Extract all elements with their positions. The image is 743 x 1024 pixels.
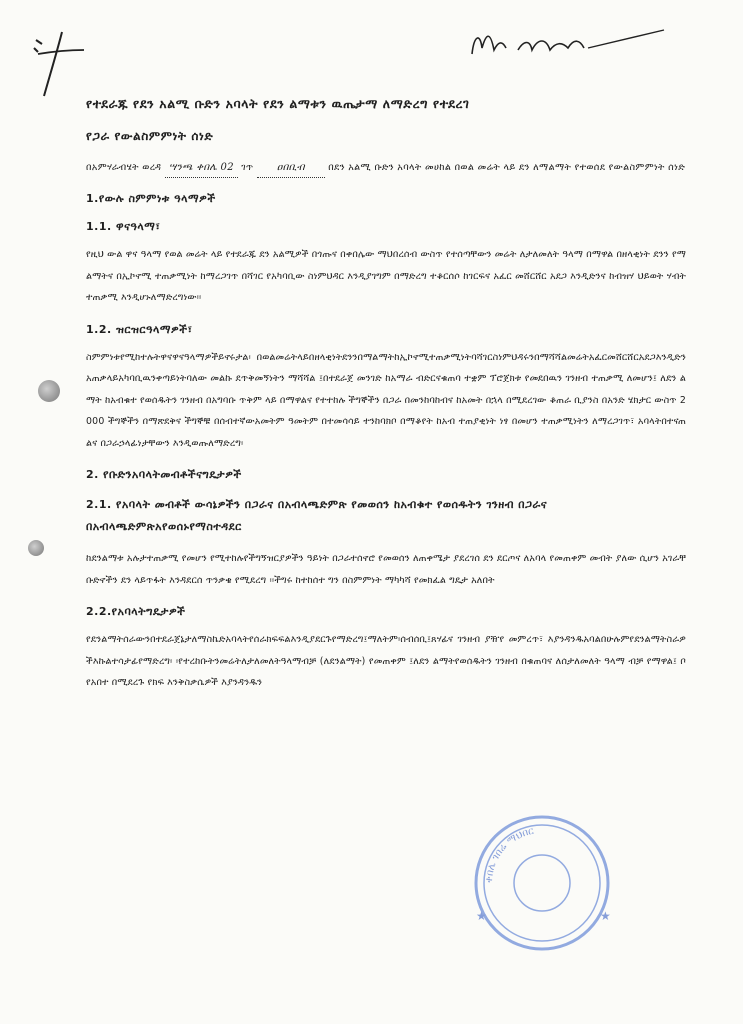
- handwritten-note: [468, 24, 668, 58]
- section1-1-heading: 1.1. ዋናዓላማ፣: [86, 220, 161, 233]
- punch-hole-top: [38, 380, 60, 402]
- section2-1-text: ከደንልማቱ አሉታተጠቃሚ የመሆን የሚተከሉየችግኝዝርያዎችን ዓይነት በጋራተሰኖሮ የመወሰን ለጠቀሜታ ያደረገሰ ደን ደርጦና ለአባላ የመጠቀም መብት ያለው ሲሆን አገራቸ ቡድኖችን ደን ላይጥፋት እንዳደርሰ ጥንቃቄ የሚደረግ ፡፡ችግሩ ከተከሰተ ግን በስምምነት ማካካሻ የመክፈል ግዴታ አለበት: [86, 553, 686, 586]
- woreda-fill: ሣንጫ ቀበሌ 02: [165, 158, 238, 178]
- section2-heading: 2. የቡድንአባላትመብቶችናግዴታዎች: [86, 468, 242, 481]
- intro-part3: በደን አልሚ ቡድን አባላት መሀከል በወል መሬት ላይ ደን ለማልማት የተወሰደ የውልስምምነት ሰነድ: [328, 162, 686, 173]
- section1-heading: 1.የውሉ ስምምነቱ ዓላማዎች: [86, 192, 216, 205]
- section1-1-text: የዚህ ውል ዋና ዓላማ የወል መሬት ላይ የተደራጁ ደን አልሚዎች በጎጡና በቀበሌው ማህበረሰብ ውስጥ የተሰጣቸውን መሬት ለታለመለት ዓላማ በማዋል በዘላቂነት ደንን የማልማትና በኢኮኖሚ ተጠቃሚነት ከማረጋገጥ በሻገር የአካባቢው ስነምህዳር እንዲያገግም በማድረግ ተቆርሰሶ ከገርፍና አፈር መሸርሸር አደጋ እንዲድንና ከብዝሃ ህይወት ሃብት ተጠቃሚ እንዲሆኑለማድረግነው፡፡: [86, 249, 686, 303]
- document-content: [86, 95, 686, 694]
- svg-text:★: ★: [600, 909, 611, 923]
- section2-2-heading: 2.2.የአባላትግዴታዎች: [86, 605, 186, 618]
- section1-2-text: ስምምነቱየሚከተሉትዋናዋናዓላማዎችይኖሩታል፡ በወልመሬትላይበዘላቂነትደንንበማልማትከኢኮኖሚተጠቃሚነትባሻገርስነምህዳሩንበማሻሻልመሬትአፈርመሸርሸርአደጋእንዲድንአጠቃላይአካባቢዉንቀጣይነትባለው መልኩ ደጥቅመኝነትን ማሻሻል ፤በተደራጀ መንገድ ከአማራ ብድርናቁጠባ ተቋም ፕሮጀክቱ የመደበዉን ገንዘብ ተጠቃሚ ለመሆን፤ ለደን ልማት ከአብቁተ የወሰዱትን ገንዘብ በአግባቡ ጥቅም ላይ በማዋልና የተተከሉ ችግኞችን በጋራ በመንከባከብና ከአመት በኋላ በሚደረገው ቆጠራ ቢያንስ በአንድ ሄክታር ውስጥ 2000 ችግኞችን በማጽደቅና ችግኞቹ በሰብተኛውአመትም ዓመትም በተመሳሳይ ተንከባክቦ በማቆየት ከአብ ተጠያቂነት ነፃ በመሆን ተጠቃሚነትን ለማረጋገጥ፣ አባላትበተናጠልና በጋራኃላፊነታቸውን እንዲወጡለማድረግ፡: [86, 351, 686, 449]
- punch-hole-bottom: [28, 540, 44, 556]
- stamp-text: ቀበሌ ገበሬ ማህበር: [483, 825, 535, 884]
- document-subtitle: የጋራ የውልስምምነት ሰነድ: [86, 129, 214, 143]
- section1-2-heading: 1.2. ዝርዝርዓላማዎች፣: [86, 322, 193, 336]
- svg-text:★: ★: [476, 909, 487, 923]
- handwritten-arrow-mark: [22, 28, 92, 100]
- document-title: የተደራጁ የደን አልሚ ቡድን አባላት የደን ልማቱን ዉጤታማ ለማድረግ የተደረገ: [86, 96, 470, 111]
- official-stamp: [462, 808, 622, 958]
- intro-part2: ገጥ: [241, 162, 254, 173]
- section2-1-heading: 2.1. የአባላት መብቶች ውሳኔዎችን በጋራና በአብላጫድምጽ የመወሰን ከአብቁተ የወሰዱትን ገንዘብ በጋራና በአብላጫድምጽአየወሰኑየማስተዳደር: [86, 498, 548, 533]
- intro-part1: በአምሃራብሄት ወረዳ: [86, 162, 162, 173]
- intro-paragraph: [86, 158, 686, 178]
- section2-2-text: የደንልማትሰራውንበተደራጀኔታለማስኬድአባላትየሰራክፍፍልእንዲያደርጉየማድረግ፤ማለትም፡ሰብሰቢ፤ጸሃፊና ገንዘብ ያዥየ መምረጥ፣ እያንዳንዱአባልበሁሉምየደንልማትስራዎችእኩልተሳታፊየማድረግ፡ ፡የተረከቡትንመሬትለታለመለትዓላማብቻ (ለደንልማት) የመጠቀም ፤ለደን ልማትየወሰዱትን ገንዘብ በቁጠባና ለሰታለመለት ዓላማ ብቻ የማዋል፤ ቦየአበተ በሚደረጉ የክፍ እንቅስቃሴዎች እያንዳንዱን: [86, 634, 686, 688]
- kebele-fill: ዐበቢብ: [257, 158, 325, 178]
